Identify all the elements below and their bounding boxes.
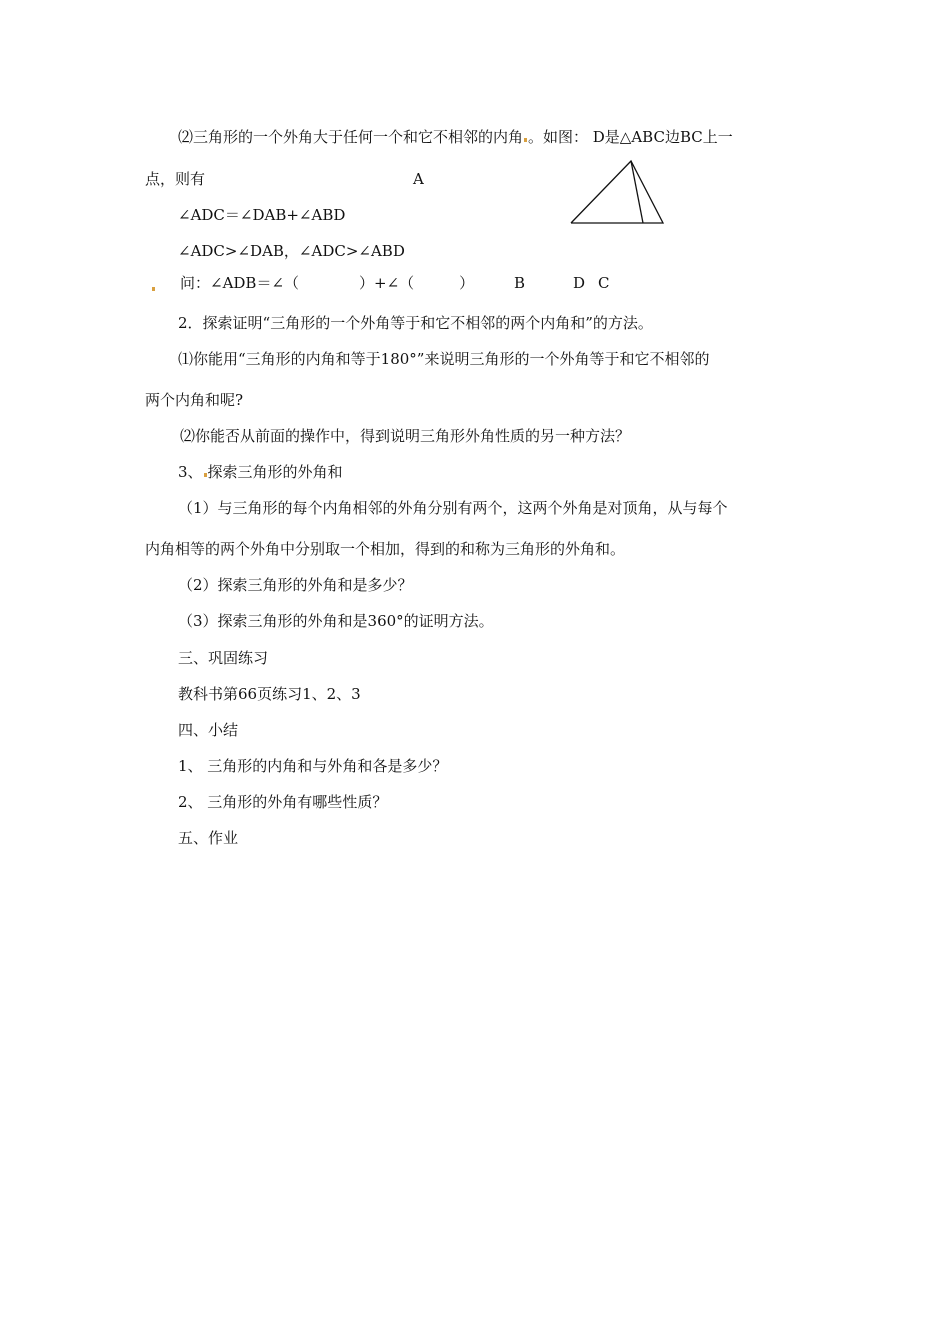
question-adb: 问：∠ADB＝∠（ ）+∠（ ） — [180, 274, 475, 292]
item-1-line2: 内角相等的两个外角中分别取一个相加，得到的和称为三角形的外角和。 — [145, 540, 626, 558]
summary-item-1: 1、 三角形的内角和与外角和各是多少？ — [178, 757, 448, 775]
text-span: ⑵三角形的一个外角大于任何一个和它不相邻的内角 — [178, 128, 524, 146]
equation-adc-sum: ∠ADC＝∠DAB+∠ABD — [178, 206, 346, 224]
text-span: 。如图： D是△ABC边BC上一 — [528, 128, 733, 146]
item-1-line1: （1）与三角形的每个内角相邻的外角分别有两个，这两个外角是对顶角，从与每个 — [178, 499, 728, 517]
item-3: （3）探索三角形的外角和是360°的证明方法。 — [178, 612, 494, 630]
triangle-figure — [565, 155, 669, 227]
paragraph-exterior-angle-property — [178, 127, 733, 147]
practice-text: 教科书第66页练习1、2、3 — [178, 685, 361, 703]
question-2: ⑵你能否从前面的操作中，得到说明三角形外角性质的另一种方法？ — [180, 427, 631, 445]
heading-summary: 四、小结 — [178, 721, 239, 739]
text-span: 点，则有 — [145, 170, 206, 188]
edit-mark-icon — [204, 473, 207, 477]
paragraph-continuation — [145, 169, 205, 189]
heading-exterior-angle-sum — [178, 462, 343, 482]
edit-mark-icon — [152, 287, 155, 291]
summary-item-2: 2、 三角形的外角有哪些性质？ — [178, 793, 388, 811]
question-1-line1: ⑴你能用“三角形的内角和等于180°”来说明三角形的一个外角等于和它不相邻的 — [178, 350, 710, 368]
vertex-label-d: D — [573, 274, 586, 292]
heading-number: 3、 — [178, 463, 203, 481]
vertex-label-c: C — [598, 274, 610, 292]
inequality-adc: ∠ADC>∠DAB，∠ADC>∠ABD — [178, 242, 405, 260]
item-2: （2）探索三角形的外角和是多少？ — [178, 576, 413, 594]
heading-explore-proof: 2．探索证明“三角形的一个外角等于和它不相邻的两个内角和”的方法。 — [178, 314, 653, 332]
triangle-abc — [571, 161, 663, 223]
segment-ad — [631, 161, 643, 223]
question-1-line2: 两个内角和呢? — [145, 391, 244, 409]
vertex-label-b: B — [514, 274, 526, 292]
heading-practice: 三、巩固练习 — [178, 649, 269, 667]
vertex-label-a: A — [413, 170, 424, 188]
edit-mark-icon — [524, 138, 527, 142]
heading-homework: 五、作业 — [178, 829, 239, 847]
heading-text: 探索三角形的外角和 — [207, 463, 343, 481]
